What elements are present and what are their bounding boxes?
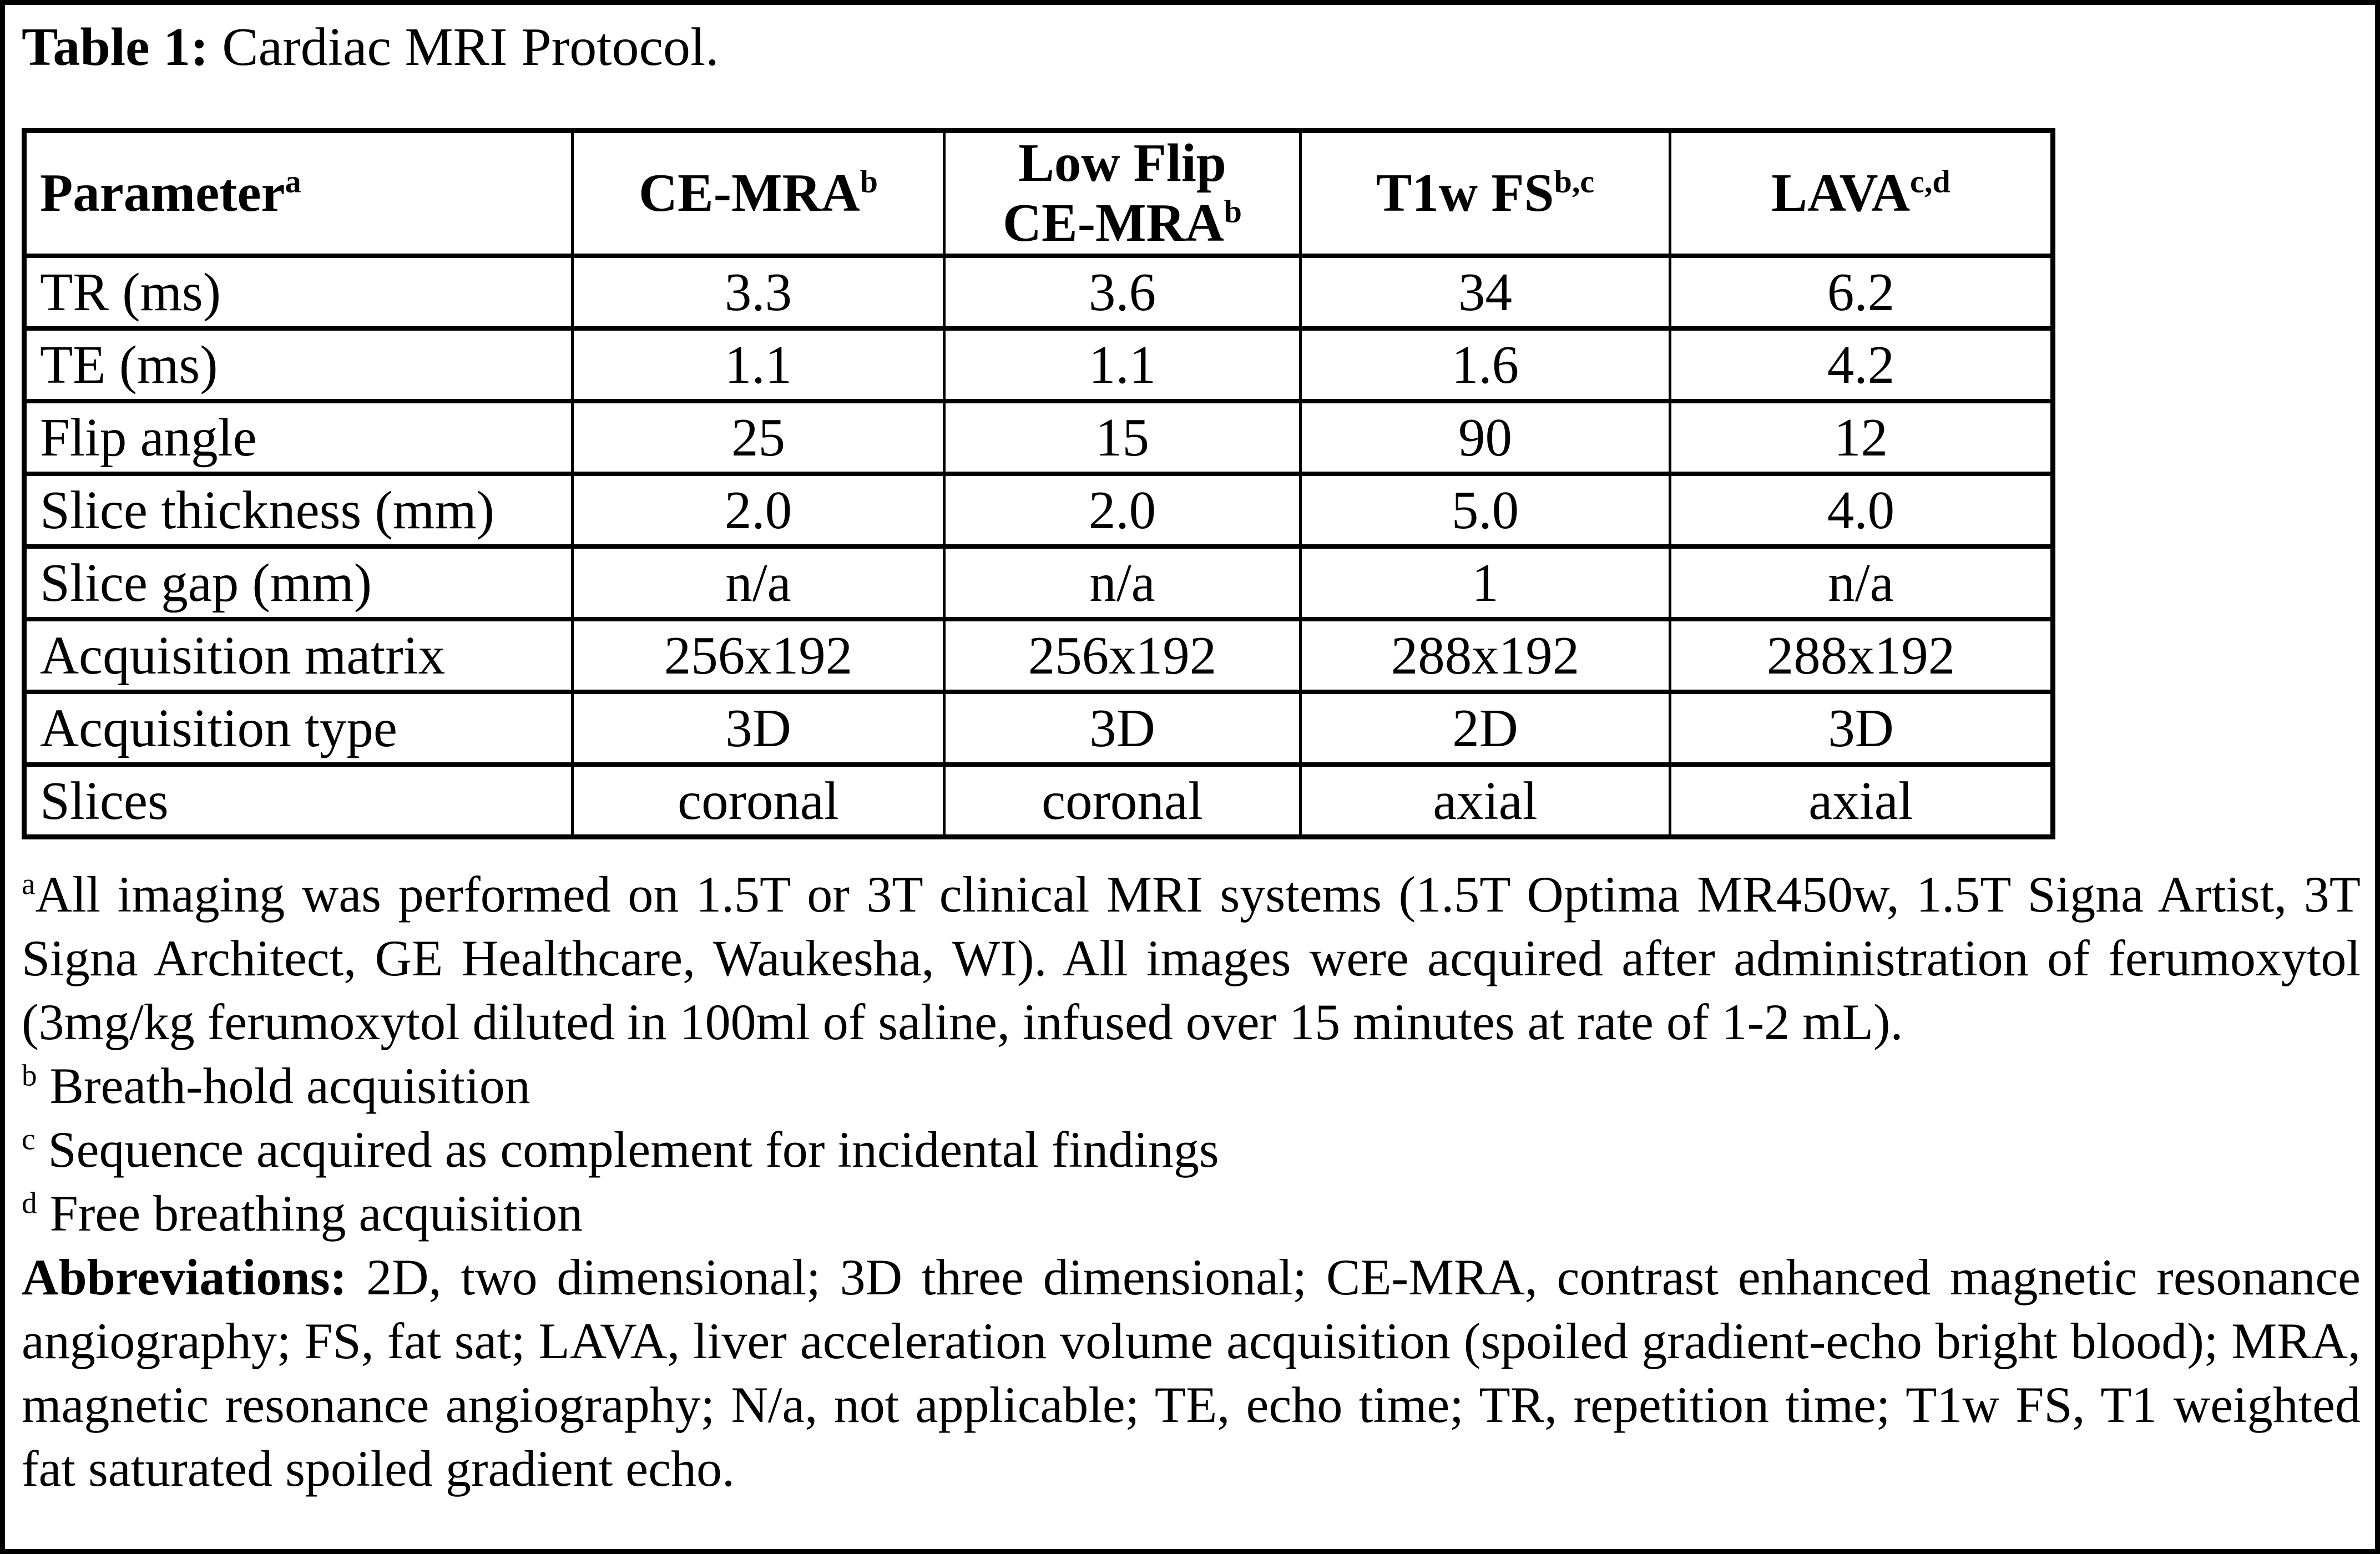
value-cell: 256x192	[944, 619, 1301, 692]
header-low-flip-sup: b	[1224, 193, 1242, 230]
header-ce-mra-sup: b	[860, 163, 878, 200]
footnote-c-marker: c	[22, 1122, 36, 1156]
table-row-slice-thickness	[24, 474, 2053, 546]
param-cell: Slice thickness (mm)	[24, 474, 573, 546]
footnote-c	[22, 1118, 2361, 1182]
footnote-a-text: All imaging was performed on 1.5T or 3T clinical MRI systems (1.5T Optima MR450w, 1.5T Signa Artist, 3T Signa Architect, GE Healthcare, Waukesha, WI). All images were acquired after administration of ferumoxytol (3mg/kg ferumoxytol diluted in 100ml of saline, infused over 15 minutes at rate of 1-2 mL).	[22, 866, 2361, 1051]
footnote-b-text: Breath-hold acquisition	[49, 1057, 530, 1115]
value-cell: 6.2	[1670, 256, 2053, 328]
header-parameter-sup: a	[285, 163, 301, 200]
value-cell: 1.6	[1301, 328, 1670, 401]
abbreviations-label: Abbreviations:	[22, 1249, 347, 1306]
footnote-d-marker: d	[22, 1186, 37, 1220]
param-cell: Acquisition matrix	[24, 619, 573, 692]
value-cell: axial	[1301, 765, 1670, 837]
value-cell: n/a	[944, 546, 1301, 619]
value-cell: 1.1	[944, 328, 1301, 401]
value-cell: n/a	[573, 546, 944, 619]
table-row-flip-angle	[24, 401, 2053, 474]
header-t1w-fs	[1301, 130, 1670, 256]
param-cell: TR (ms)	[24, 256, 573, 328]
value-cell: 2D	[1301, 692, 1670, 765]
value-cell: 12	[1670, 401, 2053, 474]
header-parameter	[24, 130, 573, 256]
value-cell: 2.0	[944, 474, 1301, 546]
footnote-b-marker: b	[22, 1058, 37, 1092]
table-caption-text: Cardiac MRI Protocol.	[208, 17, 719, 77]
abbreviations-paragraph	[22, 1246, 2361, 1501]
value-cell: coronal	[944, 765, 1301, 837]
value-cell: 288x192	[1301, 619, 1670, 692]
footnote-a-marker: a	[22, 867, 36, 901]
header-ce-mra-text: CE-MRA	[638, 163, 860, 222]
table-row-slices	[24, 765, 2053, 837]
value-cell: 2.0	[573, 474, 944, 546]
table-row-tr-ms	[24, 256, 2053, 328]
value-cell: n/a	[1670, 546, 2053, 619]
table-header-row	[24, 130, 2053, 256]
table-row-acquisition-type	[24, 692, 2053, 765]
table-row-te-ms	[24, 328, 2053, 401]
value-cell: 5.0	[1301, 474, 1670, 546]
header-lava-text: LAVA	[1771, 163, 1911, 222]
value-cell: 1.1	[573, 328, 944, 401]
header-lava	[1670, 130, 2053, 256]
table-caption	[22, 16, 2361, 79]
footnote-d-text: Free breathing acquisition	[49, 1185, 583, 1242]
value-cell: 1	[1301, 546, 1670, 619]
footnote-b	[22, 1054, 2361, 1118]
param-cell: Slices	[24, 765, 573, 837]
header-t1w-fs-text: T1w FS	[1376, 163, 1554, 222]
param-cell: Flip angle	[24, 401, 573, 474]
table-caption-label: Table 1:	[22, 17, 209, 77]
abbreviations-text: 2D, two dimensional; 3D three dimensional; CE-MRA, contrast enhanced magnetic resonance angiography; FS, fat sat; LAVA, liver acceleration volume acquisition (spoiled gradient-echo bright blood); MRA, magnetic resonance angiography; N/a, not applicable; TE, echo time; TR, repetition time; T1w FS, T1 weighted fat saturated spoiled gradient echo.	[22, 1249, 2361, 1497]
footnote-d	[22, 1182, 2361, 1246]
value-cell: 3D	[944, 692, 1301, 765]
value-cell: 25	[573, 401, 944, 474]
header-t1w-fs-sup: b,c	[1554, 163, 1595, 200]
header-parameter-text: Parameter	[40, 163, 285, 222]
value-cell: coronal	[573, 765, 944, 837]
value-cell: axial	[1670, 765, 2053, 837]
value-cell: 90	[1301, 401, 1670, 474]
value-cell: 3.3	[573, 256, 944, 328]
table-row-slice-gap	[24, 546, 2053, 619]
value-cell: 3.6	[944, 256, 1301, 328]
value-cell: 34	[1301, 256, 1670, 328]
header-low-flip-line2: CE-MRA	[1002, 193, 1224, 253]
footnote-a	[22, 863, 2361, 1054]
value-cell: 288x192	[1670, 619, 2053, 692]
param-cell: TE (ms)	[24, 328, 573, 401]
header-ce-mra	[573, 130, 944, 256]
value-cell: 15	[944, 401, 1301, 474]
param-cell: Slice gap (mm)	[24, 546, 573, 619]
footnote-c-text: Sequence acquired as complement for incidental findings	[48, 1121, 1219, 1178]
table-row-acquisition-matrix	[24, 619, 2053, 692]
value-cell: 4.2	[1670, 328, 2053, 401]
value-cell: 4.0	[1670, 474, 2053, 546]
value-cell: 3D	[1670, 692, 2053, 765]
footnotes	[22, 863, 2361, 1501]
protocol-table	[22, 128, 2055, 840]
header-low-flip-ce-mra	[944, 130, 1301, 256]
value-cell: 3D	[573, 692, 944, 765]
header-lava-sup: c,d	[1910, 163, 1951, 200]
param-cell: Acquisition type	[24, 692, 573, 765]
header-low-flip-line1: Low Flip	[1018, 133, 1226, 193]
value-cell: 256x192	[573, 619, 944, 692]
